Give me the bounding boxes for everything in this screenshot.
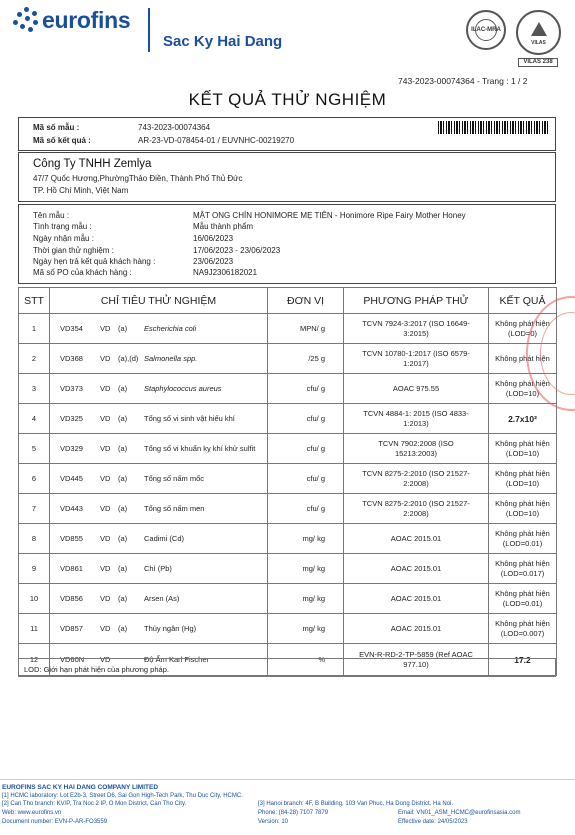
result-value: Không phát hiện [495, 438, 550, 448]
row-vd: VD [100, 594, 111, 603]
row-vd: VD [100, 534, 111, 543]
info-label-po: Mã số PO của khách hàng : [33, 268, 132, 277]
brand-subtitle: Sac Ky Hai Dang [163, 33, 283, 50]
row-vd: VD [100, 564, 111, 573]
footer-effective: Effective date: 24/05/2023 [398, 819, 468, 825]
row-result [489, 404, 557, 434]
result-value: Không phát hiện [495, 558, 550, 568]
result-value: Không phát hiện [495, 618, 550, 628]
row-stt: 8 [19, 524, 50, 554]
client-address-line1: 47/7 Quốc Hương,PhườngThảo Điền, Thành Phố Thủ Đức [33, 174, 243, 183]
row-sub: (a) [118, 384, 128, 393]
page-title: KẾT QUẢ THỬ NGHIỆM [188, 90, 387, 109]
table-row [19, 434, 557, 464]
info-label-received: Ngày nhận mẫu : [33, 234, 94, 243]
result-lod: (LOD=0.017) [500, 568, 545, 578]
table-row [19, 614, 557, 644]
row-name: Cadimi (Cd) [144, 534, 185, 543]
footer-company: EUROFINS SAC KY HAI DANG COMPANY LIMITED [2, 784, 159, 791]
row-sub: (a) [118, 534, 128, 543]
result-code-label: Mã số kết quả : [33, 136, 91, 145]
vilas-code: VILAS 238 [518, 58, 558, 67]
row-code: VD861 [60, 564, 83, 573]
row-code: VD856 [60, 594, 83, 603]
row-method: TCVN 4884-1: 2015 (ISO 4833-1:2013) [344, 404, 489, 434]
result-value: Không phát hiện [495, 588, 550, 598]
row-unit: mg/ kg [268, 584, 344, 614]
table-row [19, 584, 557, 614]
row-stt: 7 [19, 494, 50, 524]
info-label-status: Tình trạng mẫu : [33, 222, 92, 231]
row-code: VD855 [60, 534, 83, 543]
row-unit: MPN/ g [268, 314, 344, 344]
row-unit: cfu/ g [268, 464, 344, 494]
sample-code-value: 743-2023-00074364 [138, 123, 211, 132]
result-lod: (LOD=10) [505, 448, 540, 458]
row-name: Tổng số nấm men [144, 504, 205, 513]
row-stt: 12 [19, 644, 50, 676]
footer-version: Version: 10 [258, 819, 289, 825]
row-code: VD445 [60, 474, 83, 483]
row-method: AOAC 2015.01 [344, 524, 489, 554]
info-label-due-date: Ngày hẹn trả kết quả khách hàng : [33, 257, 156, 266]
info-value-sample-name: MẬT ONG CHÍN HONIMORE MẸ TIÊN - Honimore Ripe Fairy Mother Honey [193, 211, 466, 220]
row-stt: 2 [19, 344, 50, 374]
row-sub: (a) [118, 444, 128, 453]
row-unit: mg/ kg [268, 524, 344, 554]
row-indicator [50, 344, 268, 374]
result-value: Không phát hiện [495, 353, 550, 363]
table-row [19, 404, 557, 434]
barcode [438, 121, 550, 134]
header-stt: STT [19, 288, 50, 314]
row-result [489, 584, 557, 614]
row-name: Tổng số nấm mốc [144, 474, 205, 483]
row-sub: (a) [118, 564, 128, 573]
table-row [19, 374, 557, 404]
row-stt: 1 [19, 314, 50, 344]
row-indicator [50, 524, 268, 554]
document-reference: 743-2023-00074364 - Trang : 1 / 2 [398, 76, 528, 86]
row-unit: cfu/ g [268, 404, 344, 434]
row-unit: mg/ kg [268, 554, 344, 584]
client-address-line2: TP. Hồ Chí Minh, Việt Nam [33, 186, 129, 195]
table-row [19, 554, 557, 584]
row-name: Arsen (As) [144, 594, 180, 603]
result-value: Không phát hiện [495, 318, 550, 328]
row-vd: VD [100, 384, 111, 393]
info-value-test-period: 17/06/2023 - 23/06/2023 [193, 246, 281, 255]
row-unit: cfu/ g [268, 434, 344, 464]
row-vd: VD [100, 504, 111, 513]
brand-divider [148, 8, 150, 52]
table-header-row [19, 288, 557, 314]
row-name: Chì (Pb) [144, 564, 172, 573]
row-code: VD443 [60, 504, 83, 513]
row-result [489, 464, 557, 494]
footer-hcmc: [1] HCMC laboratory: Lot E2b-3, Street D6, Sai Gon High-Tech Park, Thu Duc City, HCMC. [2, 793, 243, 799]
info-value-po: NA9J2306182021 [193, 268, 258, 277]
result-lod: (LOD=0) [508, 328, 537, 338]
row-sub: (a) [118, 594, 128, 603]
result-value: Không phát hiện [495, 498, 550, 508]
row-stt: 6 [19, 464, 50, 494]
row-method: AOAC 2015.01 [344, 554, 489, 584]
row-method: AOAC 2015.01 [344, 614, 489, 644]
row-unit: cfu/ g [268, 374, 344, 404]
row-stt: 9 [19, 554, 50, 584]
row-sub: (a) [118, 474, 128, 483]
row-stt: 3 [19, 374, 50, 404]
info-label-test-period: Thời gian thử nghiệm : [33, 246, 114, 255]
row-method: EVN-R-RD-2-TP-5859 (Ref AOAC 977.10) [344, 644, 489, 676]
row-stt: 4 [19, 404, 50, 434]
vilas-badge-icon [516, 10, 561, 55]
row-code: VD60N [60, 655, 85, 664]
sample-code-label: Mã số mẫu : [33, 123, 80, 132]
table-row [19, 494, 557, 524]
row-method: TCVN 8275-2:2010 (ISO 21527-2:2008) [344, 464, 489, 494]
header-result: KẾT QUẢ [489, 288, 557, 314]
row-vd: VD [100, 474, 111, 483]
footer-divider [0, 779, 575, 780]
row-vd: VD [100, 624, 111, 633]
result-lod: (LOD=10) [505, 508, 540, 518]
row-method: TCVN 8275-2:2010 (ISO 21527-2:2008) [344, 494, 489, 524]
row-vd: VD [100, 354, 111, 363]
row-vd: VD [100, 655, 111, 664]
row-method: TCVN 7924-3:2017 (ISO 16649-3:2015) [344, 314, 489, 344]
row-indicator [50, 434, 268, 464]
row-sub: (a) [118, 414, 128, 423]
row-code: VD325 [60, 414, 83, 423]
row-result [489, 554, 557, 584]
info-value-due-date: 23/06/2023 [193, 257, 234, 266]
result-value: 2.7x10² [508, 413, 537, 424]
header-unit: ĐƠN VỊ [268, 288, 344, 314]
row-indicator [50, 614, 268, 644]
result-value: Không phát hiện [495, 528, 550, 538]
row-code: VD368 [60, 354, 83, 363]
row-sub: (a) [118, 624, 128, 633]
row-indicator [50, 584, 268, 614]
row-indicator [50, 494, 268, 524]
row-name: Salmonella spp. [144, 354, 198, 363]
row-name: Thủy ngân (Hg) [144, 624, 197, 633]
row-indicator [50, 554, 268, 584]
info-label-sample-name: Tên mẫu : [33, 211, 70, 220]
row-vd: VD [100, 324, 111, 333]
row-unit: /25 g [268, 344, 344, 374]
result-lod: (LOD=10) [505, 478, 540, 488]
logo-text: eurofins [42, 7, 131, 33]
result-value: Không phát hiện [495, 378, 550, 388]
row-name: Escherichia coli [144, 324, 197, 333]
ilac-badge-icon [466, 10, 506, 50]
row-sub: (a) [118, 504, 128, 513]
row-result [489, 494, 557, 524]
row-sub: (a) [118, 324, 128, 333]
row-indicator [50, 464, 268, 494]
row-result [489, 614, 557, 644]
row-code: VD857 [60, 624, 83, 633]
row-unit: cfu/ g [268, 494, 344, 524]
row-stt: 11 [19, 614, 50, 644]
badge2-text: VILAS [531, 40, 546, 46]
row-method: AOAC 2015.01 [344, 584, 489, 614]
table-row [19, 524, 557, 554]
row-result [489, 524, 557, 554]
result-value: Không phát hiện [495, 468, 550, 478]
row-indicator [50, 314, 268, 344]
result-lod: (LOD=10) [505, 388, 540, 398]
footnote: LOD: Giới hạn phát hiện của phương pháp. [24, 665, 169, 674]
row-result [489, 434, 557, 464]
footer-docnum: Document number: EVN-P-AR-FO3559 [2, 819, 108, 825]
result-lod: (LOD=0.01) [502, 598, 543, 608]
row-code: VD354 [60, 324, 83, 333]
row-name: Staphylococcus aureus [144, 384, 222, 393]
footer-phone: Phone: (84-28) 7107 7879 [258, 810, 329, 816]
row-name: Tổng số vi sinh vật hiếu khí [144, 414, 235, 423]
result-code-value: AR-23-VD-078454-01 / EUVNHC-00219270 [138, 136, 295, 145]
row-name: Độ Ẩm Karl Fischer [144, 655, 210, 664]
row-stt: 10 [19, 584, 50, 614]
footer-cantho: [2] Can Tho branch: KV/P, Tra Noc 2 IP, O Mon District, Can Tho City. [2, 801, 187, 807]
row-indicator [50, 404, 268, 434]
row-method: TCVN 7902:2008 (ISO 15213:2003) [344, 434, 489, 464]
info-value-received: 16/06/2023 [193, 234, 234, 243]
row-method: TCVN 10780-1:2017 (ISO 6579-1:2017) [344, 344, 489, 374]
row-unit: mg/ kg [268, 614, 344, 644]
row-method: AOAC 975.55 [344, 374, 489, 404]
table-row [19, 344, 557, 374]
row-code: VD373 [60, 384, 83, 393]
eurofins-logo [10, 5, 150, 35]
table-row [19, 464, 557, 494]
row-unit: % [268, 644, 344, 676]
row-vd: VD [100, 414, 111, 423]
header-method: PHƯƠNG PHÁP THỬ [344, 288, 489, 314]
row-vd: VD [100, 444, 111, 453]
footer-web[interactable]: Web: www.eurofins.vn [2, 810, 62, 816]
row-stt: 5 [19, 434, 50, 464]
result-value: 17.2 [514, 654, 531, 665]
client-name: Công Ty TNHH Zemlya [33, 158, 152, 170]
result-lod: (LOD=0.01) [502, 538, 543, 548]
header-indicator: CHỈ TIÊU THỬ NGHIỆM [50, 288, 268, 314]
badge1-text: ILAC-MRA [471, 27, 501, 33]
result-lod: (LOD=0.007) [500, 628, 545, 638]
table-row [19, 314, 557, 344]
results-table [18, 287, 557, 676]
info-value-status: Mẫu thành phẩm [193, 222, 254, 231]
row-indicator [50, 374, 268, 404]
row-sub: (a),(d) [118, 354, 139, 363]
row-name: Tổng số vi khuẩn kỵ khí khử sulfit [144, 444, 256, 453]
row-code: VD329 [60, 444, 83, 453]
footer-hanoi: [3] Hanoi branch: 4F, B Building, 103 Van Phuc, Ha Dong District, Ha Noi. [258, 801, 453, 807]
footer-email[interactable]: Email: VN01_ASM_HCMC@eurofinsasia.com [398, 810, 521, 816]
